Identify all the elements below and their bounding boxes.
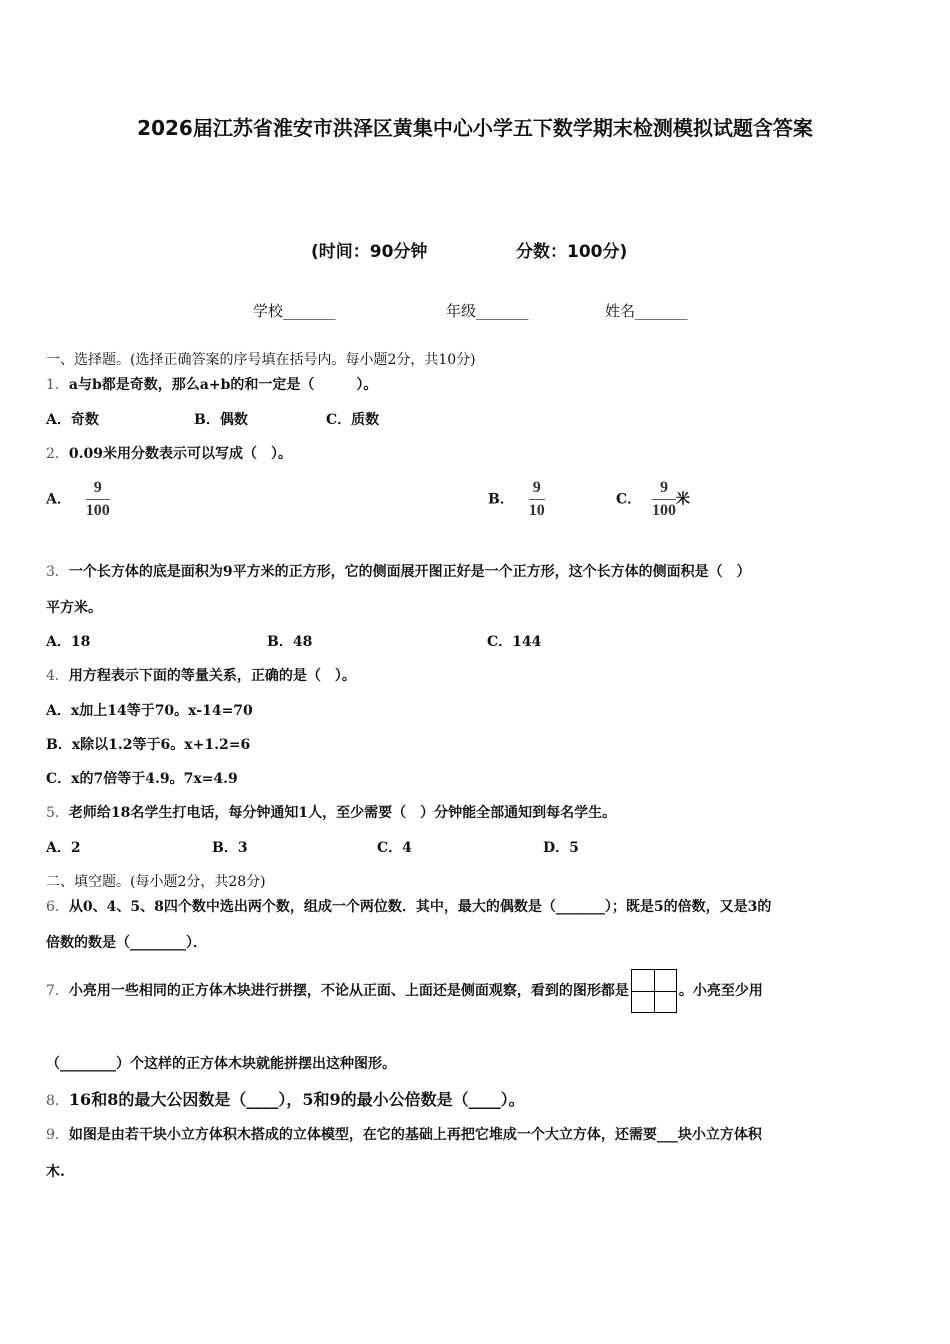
question-number: 3．: [46, 564, 69, 580]
question-text: 从0、4、5、8四个数中选出两个数，组成一个两位数．其中，最大的偶数是（_______）；既是5的倍数，又是3的: [68, 899, 772, 915]
fraction: [86, 479, 110, 520]
option-b: B．48: [267, 634, 313, 650]
option-d: D．5: [543, 840, 579, 856]
question-3-continued: 平方米。: [46, 600, 102, 616]
question-number: 5．: [46, 805, 69, 821]
question-text: 小亮用一些相同的正方体木块进行拼摆，不论从正面、上面还是侧面观察，看到的图形都是: [68, 983, 629, 999]
exam-time: (时间：90分钟: [311, 242, 428, 262]
question-text: 老师给18名学生打电话，每分钟通知1人，至少需要（ ）分钟能全部通知到每名学生。: [68, 805, 617, 821]
question-number: 6．: [46, 899, 69, 915]
option-label: C．: [616, 491, 642, 508]
question-text-after: 。小亮至少用: [678, 983, 763, 999]
option-a: A．奇数: [46, 412, 99, 428]
question-number: 8．: [46, 1093, 69, 1109]
fraction: [652, 479, 676, 520]
question-4: [46, 666, 356, 686]
option-c: C．x的7倍等于4.9。7x=4.9: [46, 771, 238, 787]
fraction-numerator: 9: [652, 479, 676, 500]
page-title: 2026届江苏省淮安市洪泽区黄集中心小学五下数学期末检测模拟试题含答案: [137, 116, 813, 140]
unit-suffix: 米: [676, 491, 691, 508]
question-6: [46, 897, 771, 917]
option-c: C．4: [377, 840, 412, 856]
question-1: [46, 375, 377, 395]
square-grid-2x2-icon: [631, 969, 677, 1013]
option-label: A．: [46, 491, 71, 508]
question-3: [46, 562, 751, 582]
question-7-continued: （________）个这样的正方体木块就能拼摆出这种图形。: [46, 1056, 396, 1072]
option-c: C．质数: [326, 412, 380, 428]
question-number: 2．: [46, 446, 69, 462]
question-8: [46, 1090, 525, 1111]
option-a: A．x加上14等于70。x-14=70: [46, 703, 253, 719]
section-1-header: 一、选择题。(选择正确答案的序号填在括号内。每小题2分，共10分): [46, 352, 476, 368]
option-b: [488, 479, 545, 520]
question-5: [46, 803, 616, 823]
question-text: 16和8的最大公因数是（____），5和9的最小公倍数是（____）。: [68, 1090, 525, 1109]
question-text: 一个长方体的底是面积为9平方米的正方形，它的侧面展开图正好是一个正方形，这个长方体的侧面积是（ ）: [68, 564, 751, 580]
option-label: B．: [488, 491, 514, 508]
question-text: a与b都是奇数，那么a+b的和一定是（ ）。: [68, 377, 378, 393]
question-9: [46, 1125, 762, 1145]
question-number: 1．: [46, 377, 69, 393]
option-b: B．偶数: [194, 412, 248, 428]
question-2: [46, 444, 292, 464]
fraction-numerator: 9: [529, 479, 545, 500]
fraction: [529, 479, 545, 520]
question-number: 9．: [46, 1127, 69, 1143]
question-text: 如图是由若干块小立方体积木搭成的立体模型，在它的基础上再把它堆成一个大立方体，还需要___块小立方体积: [68, 1127, 762, 1143]
school-field: 学校_______: [253, 302, 336, 320]
option-a: [46, 479, 110, 520]
option-c: C．144: [487, 634, 542, 650]
fraction-denominator: 100: [652, 502, 677, 519]
grade-field: 年级_______: [446, 302, 529, 320]
option-c: [616, 479, 690, 520]
question-6-continued: 倍数的数是（________）．: [46, 935, 207, 951]
question-number: 4．: [46, 668, 69, 684]
fraction-denominator: 100: [85, 502, 110, 519]
question-9-continued: 木.: [46, 1164, 65, 1180]
name-field: 姓名_______: [605, 302, 688, 320]
option-b: B．3: [212, 840, 248, 856]
fraction-numerator: 9: [86, 479, 110, 500]
question-number: 7．: [46, 983, 69, 999]
option-a: A．18: [46, 634, 91, 650]
section-2-header: 二、填空题。(每小题2分，共28分): [46, 874, 266, 890]
exam-score: 分数：100分): [516, 242, 628, 262]
fraction-denominator: 10: [528, 502, 545, 519]
option-a: A．2: [46, 840, 81, 856]
question-text: 用方程表示下面的等量关系，正确的是（ ）。: [68, 668, 356, 684]
question-text: 0.09米用分数表示可以写成（ ）。: [68, 446, 293, 462]
option-b: B．x除以1.2等于6。x+1.2=6: [46, 737, 251, 753]
question-7: [46, 968, 763, 1014]
